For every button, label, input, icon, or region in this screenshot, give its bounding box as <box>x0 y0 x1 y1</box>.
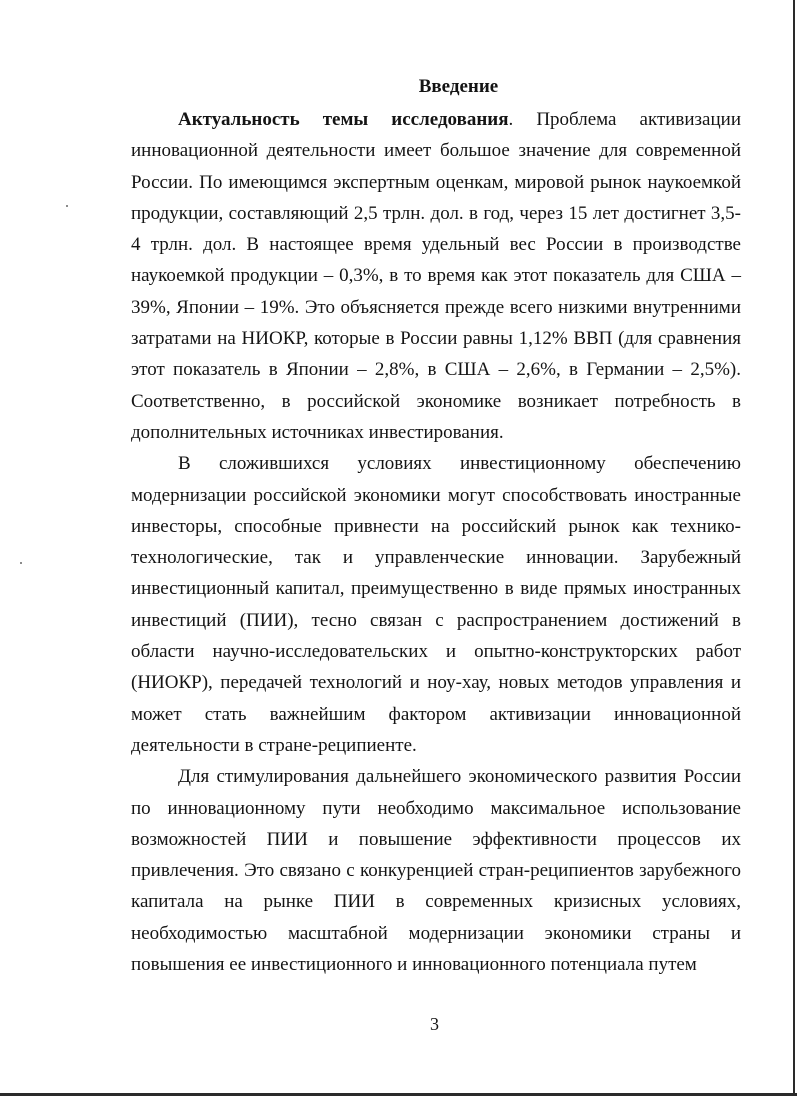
scan-speck <box>66 205 68 207</box>
paragraph-relevance <box>131 104 741 448</box>
paragraph-lead-heading: Актуальность темы исследования <box>178 109 509 130</box>
scan-speck <box>20 562 22 564</box>
section-title: Введение <box>418 76 499 97</box>
body-text <box>131 104 741 980</box>
scan-edge-right <box>793 0 795 1096</box>
paragraph-foreign-investors: В сложившихся условиях инвестиционному обеспечению модернизации российской экономики могут способствовать иностранные инвесторы, способные привнести на российский рынок как технико-технологические, так и управленческие инновации. Зарубежный инвестиционный капитал, преимущественно в виде прямых иностранных инвестиций (ПИИ), тесно связан с распространением достижений в области научно-исследовательских и опытно-конструкторских работ (НИОКР), передачей технологий и ноу-хау, новых методов управления и может стать важнейшим фактором активизации инновационной деятельности в стране-реципиенте. <box>131 453 741 756</box>
page-number: 3 <box>430 1014 439 1034</box>
paragraph-text: . Проблема активизации инновационной деятельности имеет большое значение для современной России. По имеющимся экспертным оценкам, мировой рынок наукоемкой продукции, составляющий 2,5 трлн. дол. в год, через 15 лет достигнет 3,5-4 трлн. дол. В настоящее время удельный вес России в производстве наукоемкой продукции – 0,3%, в то время как этот показатель для США – 39%, Японии – 19%. Это объясняется прежде всего низкими внутренними затратами на НИОКР, которые в России равны 1,12% ВВП (для сравнения этот показатель в Японии – 2,8%, в США – 2,6%, в Германии – 2,5%). Соответственно, в российской экономике возникает потребность в дополнительных источниках инвестирования. <box>131 109 741 443</box>
paragraph-stimulation: Для стимулирования дальнейшего экономического развития России по инновационному пути необходимо максимальное использование возможностей ПИИ и повышение эффективности процессов их привлечения. Это связано с конкуренцией стран-реципиентов зарубежного капитала на рынке ПИИ в современных кризисных условиях, необходимостью масштабной модернизации экономики страны и повышения ее инвестиционного и инновационного потенциала путем <box>131 766 741 976</box>
